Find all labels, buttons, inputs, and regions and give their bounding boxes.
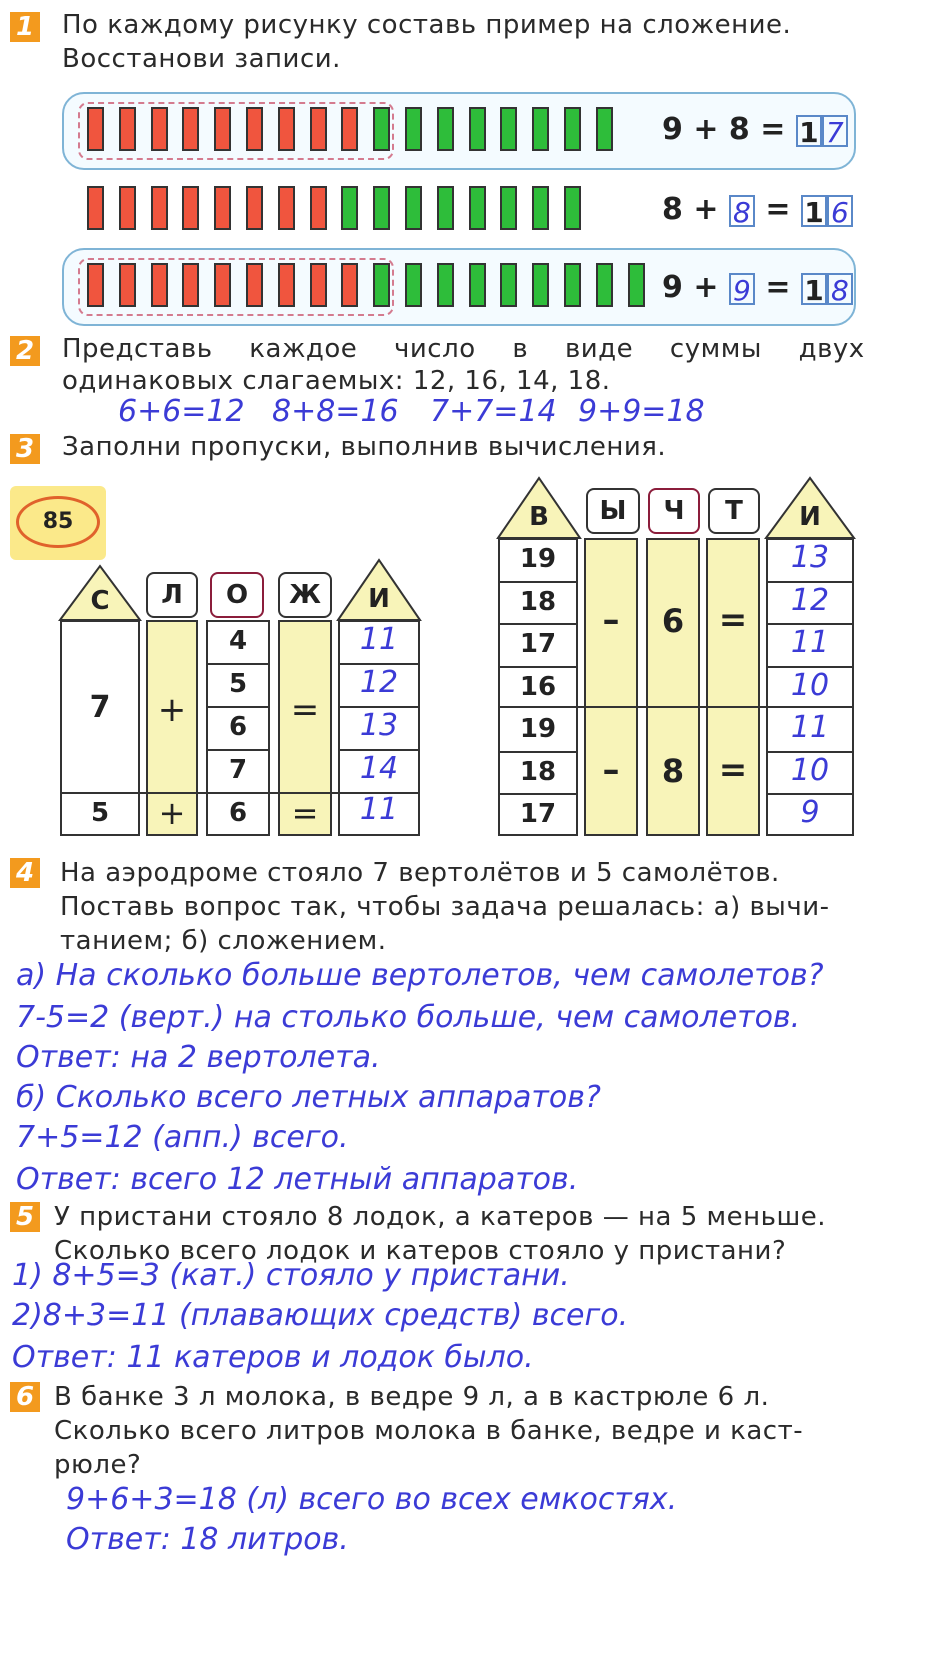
eq1-addend-a: 9 xyxy=(662,112,683,147)
red-rod xyxy=(214,263,231,307)
letter-right-2: Ы xyxy=(586,488,640,534)
left-bottom-equals: = xyxy=(291,794,319,832)
letter-left-4: Ж xyxy=(278,572,332,618)
green-rod xyxy=(532,263,549,307)
left-middle-value: 7 xyxy=(228,755,248,785)
red-rod xyxy=(87,107,104,151)
task5-answer-1: 1) 8+5=3 (кат.) стояло у пристани. xyxy=(12,1258,570,1293)
task6-text-line1: В банке 3 л молока, в ведре 9 л, а в кастрюле 6 л. xyxy=(54,1382,770,1412)
equation-3 xyxy=(662,270,853,305)
red-rod xyxy=(278,186,295,230)
right-col-sub xyxy=(646,538,700,836)
right-minuend-value: 19 xyxy=(519,544,557,574)
right-minus-bottom: – xyxy=(602,750,620,790)
right-subtrahend-top: 6 xyxy=(661,602,685,640)
green-rod xyxy=(373,186,390,230)
letter-left-2: Л xyxy=(146,572,198,618)
right-result-value: 13 xyxy=(790,540,830,575)
red-rod xyxy=(246,186,263,230)
red-rod xyxy=(87,263,104,307)
letter-left-3: О xyxy=(210,572,264,618)
task4-number: 4 xyxy=(10,858,40,888)
right-cell-divider xyxy=(498,666,578,668)
task4-text-line2: Поставь вопрос так, чтобы задача решалась: а) вычи- xyxy=(60,892,830,922)
green-rod xyxy=(564,263,581,307)
right-cell-divider xyxy=(498,793,578,795)
letter-right-3: Ч xyxy=(648,488,700,534)
green-rod xyxy=(628,263,645,307)
task2-text-line2: одинаковых слагаемых: 12, 16, 14, 18. xyxy=(62,366,611,396)
eq1-addend-b: 8 xyxy=(728,112,750,147)
letter-right-4: Т xyxy=(708,488,760,534)
green-rod xyxy=(373,263,390,307)
left-middle-value: 6 xyxy=(228,712,248,742)
left-plus: + xyxy=(157,690,187,730)
red-rod xyxy=(182,263,199,307)
left-big-num: 7 xyxy=(89,690,111,725)
left-bottom-b: 6 xyxy=(228,798,248,828)
green-rod xyxy=(500,107,517,151)
equation-2 xyxy=(662,192,853,227)
green-rod xyxy=(405,263,422,307)
task4-answer-5: 7+5=12 (апп.) всего. xyxy=(16,1120,349,1155)
task2-answer-2: 8+8=16 xyxy=(272,394,399,429)
letter-left-5: И xyxy=(368,584,390,614)
left-result-value: 12 xyxy=(359,665,399,700)
green-rod xyxy=(596,107,613,151)
left-bottom-result: 11 xyxy=(359,792,399,827)
task2-number: 2 xyxy=(10,336,40,366)
right-result-value: 10 xyxy=(790,752,830,788)
eq2-equals: = xyxy=(765,192,791,227)
red-rod xyxy=(119,107,136,151)
red-rod xyxy=(341,107,358,151)
green-rod xyxy=(469,263,486,307)
task3-text: Заполни пропуски, выполнив вычисления. xyxy=(62,432,667,462)
eq3-plus: + xyxy=(693,270,719,305)
letter-right-1: В xyxy=(529,502,549,532)
green-rod xyxy=(373,107,390,151)
red-rod xyxy=(278,263,295,307)
right-minuend-value: 17 xyxy=(519,629,557,659)
task4-answer-1: а) На сколько больше вертолетов, чем самолетов? xyxy=(16,958,824,993)
task4-answer-6: Ответ: всего 12 летный аппаратов. xyxy=(16,1162,579,1197)
red-rod xyxy=(246,107,263,151)
right-result-value: 10 xyxy=(790,667,830,703)
red-rod xyxy=(87,186,104,230)
left-equals: = xyxy=(290,690,320,730)
green-rod xyxy=(341,186,358,230)
right-cell-divider xyxy=(498,623,578,625)
task2-answer-4: 9+9=18 xyxy=(578,394,705,429)
task2-text-line1: Представь каждое число в виде суммы двух xyxy=(62,334,865,364)
task3-number: 3 xyxy=(10,434,40,464)
left-bottom-a: 5 xyxy=(90,798,110,828)
right-subtrahend-bottom: 8 xyxy=(661,752,685,790)
red-rod xyxy=(214,107,231,151)
right-minuend-value: 17 xyxy=(519,799,557,829)
red-rod xyxy=(119,263,136,307)
task4-answer-2: 7-5=2 (верт.) на столько больше, чем самолетов. xyxy=(16,1000,801,1035)
green-rod xyxy=(437,186,454,230)
left-result-value: 13 xyxy=(359,708,399,743)
red-rod xyxy=(151,186,168,230)
eq1-digit-2: 7 xyxy=(822,115,848,147)
task4-answer-4: б) Сколько всего летных аппаратов? xyxy=(16,1080,601,1115)
green-rod xyxy=(405,186,422,230)
right-minus-top: – xyxy=(602,600,620,640)
left-middle-value: 5 xyxy=(228,669,248,699)
eq1-plus: + xyxy=(693,112,719,147)
green-rod xyxy=(437,263,454,307)
green-rod xyxy=(469,186,486,230)
right-mid-divider xyxy=(498,706,854,708)
green-rod xyxy=(469,107,486,151)
task5-answer-3: Ответ: 11 катеров и лодок было. xyxy=(12,1340,534,1375)
task4-text-line1: На аэродроме стояло 7 вертолётов и 5 самолётов. xyxy=(60,858,780,888)
right-result-value: 9 xyxy=(800,795,820,830)
task6-answer-2: Ответ: 18 литров. xyxy=(66,1522,349,1557)
red-rod xyxy=(246,263,263,307)
task1-text-line2: Восстанови записи. xyxy=(62,44,341,74)
red-rod xyxy=(341,263,358,307)
red-rod xyxy=(310,186,327,230)
left-result-value: 14 xyxy=(359,751,399,786)
left-cell-divider xyxy=(206,663,270,665)
eq3-digit-2: 8 xyxy=(827,273,853,305)
left-cell-divider xyxy=(206,749,270,751)
green-rod xyxy=(500,186,517,230)
red-rod xyxy=(119,186,136,230)
green-rod xyxy=(596,263,613,307)
green-rod xyxy=(564,186,581,230)
red-rod xyxy=(278,107,295,151)
eq3-equals: = xyxy=(765,270,791,305)
letter-left-1: С xyxy=(90,586,110,616)
page-badge: 85 xyxy=(16,496,100,548)
task6-number: 6 xyxy=(10,1382,40,1412)
red-rod xyxy=(182,186,199,230)
green-rod xyxy=(564,107,581,151)
left-cell-divider xyxy=(206,706,270,708)
eq1-digit-1: 1 xyxy=(796,115,822,147)
task2-answer-3: 7+7=14 xyxy=(430,394,557,429)
task4-text-line3: танием; б) сложением. xyxy=(60,926,387,956)
eq3-addend-b: 9 xyxy=(729,273,755,305)
right-cell-divider xyxy=(498,751,578,753)
right-equals-bottom: = xyxy=(718,750,748,790)
eq2-plus: + xyxy=(693,192,719,227)
green-rod xyxy=(532,186,549,230)
right-col-equals xyxy=(706,538,760,836)
right-equals-top: = xyxy=(718,600,748,640)
right-result-value: 11 xyxy=(790,710,830,745)
eq1-equals: = xyxy=(760,112,786,147)
green-rod xyxy=(500,263,517,307)
right-minuend-value: 18 xyxy=(519,586,557,617)
task5-answer-2: 2)8+3=11 (плавающих средств) всего. xyxy=(12,1298,629,1333)
task6-text-line3: рюле? xyxy=(54,1450,142,1480)
right-minuend-value: 19 xyxy=(519,714,557,744)
right-col-minus xyxy=(584,538,638,836)
left-middle-value: 4 xyxy=(228,626,248,656)
red-rod xyxy=(151,263,168,307)
task1-number: 1 xyxy=(10,12,40,42)
task6-answer-1: 9+6+3=18 (л) всего во всех емкостях. xyxy=(66,1482,678,1517)
red-rod xyxy=(310,107,327,151)
right-minuend-value: 18 xyxy=(519,756,557,787)
eq2-addend-a: 8 xyxy=(662,192,683,227)
red-rod xyxy=(214,186,231,230)
left-bottom-plus: + xyxy=(158,794,186,832)
task2-answer-1: 6+6=12 xyxy=(118,394,245,429)
green-rod xyxy=(437,107,454,151)
red-rod xyxy=(151,107,168,151)
task5-text-line2: Сколько всего лодок и катеров стояло у пристани? xyxy=(54,1236,787,1266)
eq2-addend-b: 8 xyxy=(729,195,755,227)
eq2-digit-1: 1 xyxy=(801,195,827,227)
equation-1 xyxy=(662,112,848,147)
eq3-addend-a: 9 xyxy=(662,270,683,305)
red-rod xyxy=(310,263,327,307)
task5-text-line1: У пристани стояло 8 лодок, а катеров — на 5 меньше. xyxy=(54,1202,826,1232)
green-rod xyxy=(532,107,549,151)
task4-answer-3: Ответ: на 2 вертолета. xyxy=(16,1040,381,1075)
right-result-value: 11 xyxy=(790,625,830,660)
right-cell-divider xyxy=(498,581,578,583)
eq3-digit-1: 1 xyxy=(801,273,827,305)
eq2-digit-2: 6 xyxy=(827,195,853,227)
task1-text-line1: По каждому рисунку составь пример на сложение. xyxy=(62,10,792,40)
right-minuend-value: 16 xyxy=(519,671,557,702)
task6-text-line2: Сколько всего литров молока в банке, ведре и каст- xyxy=(54,1416,804,1446)
green-rod xyxy=(405,107,422,151)
task5-number: 5 xyxy=(10,1202,40,1232)
right-result-value: 12 xyxy=(790,582,830,618)
letter-right-5: И xyxy=(799,502,821,532)
left-result-value: 11 xyxy=(359,622,399,657)
red-rod xyxy=(182,107,199,151)
